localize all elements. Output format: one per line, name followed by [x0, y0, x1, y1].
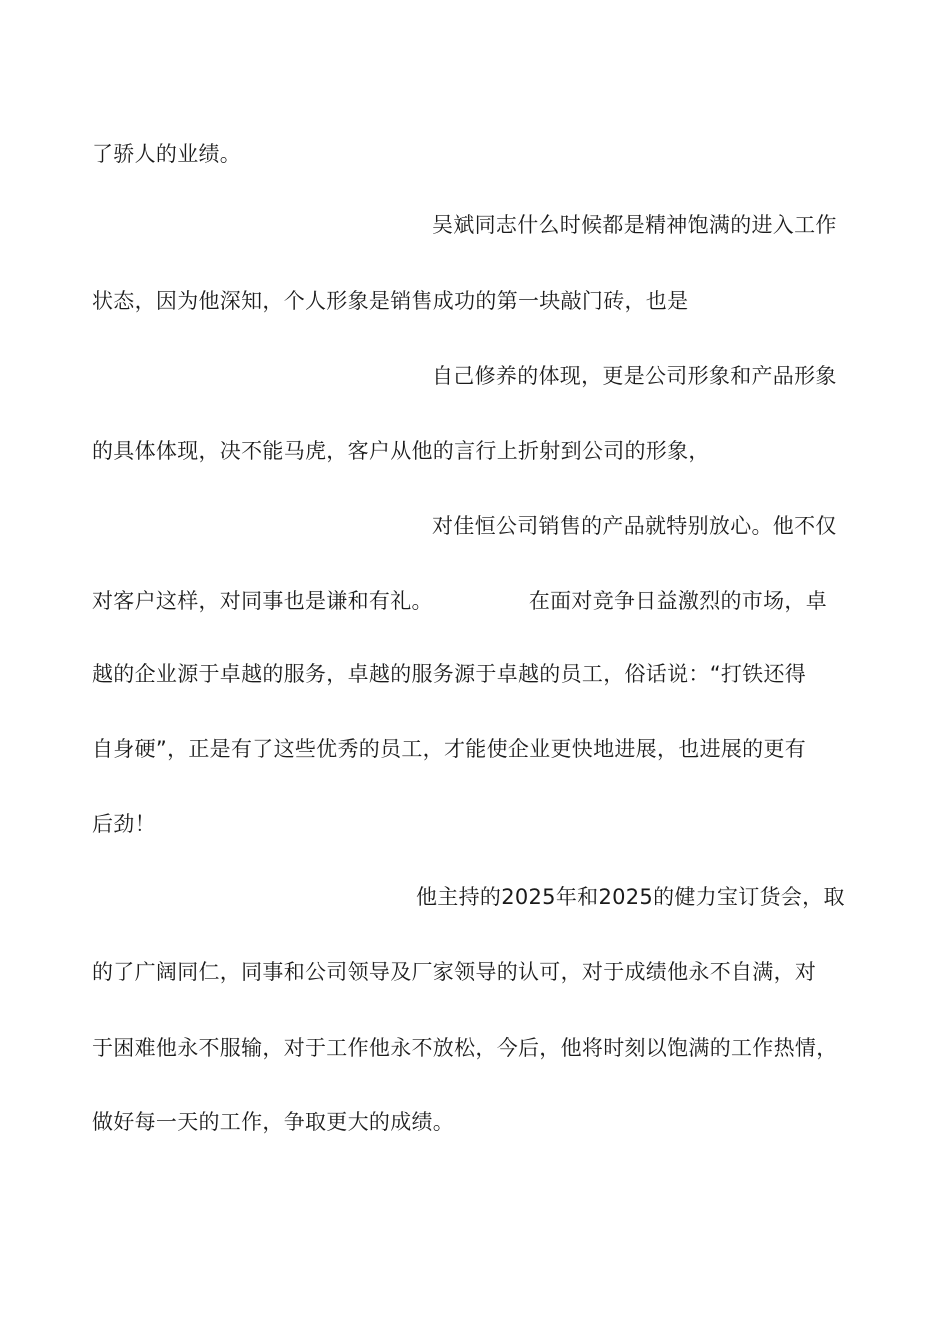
text-line-4: 自己修养的体现，更是公司形象和产品形象: [432, 364, 837, 388]
text-line-12: 的了广阔同仁，同事和公司领导及厂家领导的认可，对于成绩他永不自满，对: [92, 960, 817, 984]
text-line-5: 的具体体现，决不能马虎，客户从他的言行上折射到公司的形象，: [92, 439, 710, 463]
text-line-1: 了骄人的业绩。: [92, 142, 242, 166]
text-line-7a: 对客户这样，对同事也是谦和有礼。: [92, 589, 433, 613]
text-line-2: 吴斌同志什么时候都是精神饱满的进入工作: [432, 213, 837, 237]
text-line-14: 做好每一天的工作，争取更大的成绩。: [92, 1110, 455, 1134]
text-line-6: 对佳恒公司销售的产品就特别放心。他不仅: [432, 514, 837, 538]
text-line-8: 越的企业源于卓越的服务，卓越的服务源于卓越的员工，俗话说：“打铁还得: [92, 662, 807, 686]
text-line-10: 后劲！: [92, 812, 156, 836]
text-line-9: 自身硬”，正是有了这些优秀的员工，才能使企业更快地进展，也进展的更有: [92, 737, 807, 761]
text-line-7b: 在面对竞争日益激烈的市场，卓: [528, 589, 828, 613]
text-line-13: 于困难他永不服输，对于工作他永不放松，今后，他将时刻以饱满的工作热情，: [92, 1036, 838, 1060]
text-line-3: 状态，因为他深知，个人形象是销售成功的第一块敲门砖，也是: [92, 289, 689, 313]
text-line-7: [92, 587, 827, 615]
text-line-11: 他主持的2025年和2025的健力宝订货会，取: [416, 885, 845, 909]
